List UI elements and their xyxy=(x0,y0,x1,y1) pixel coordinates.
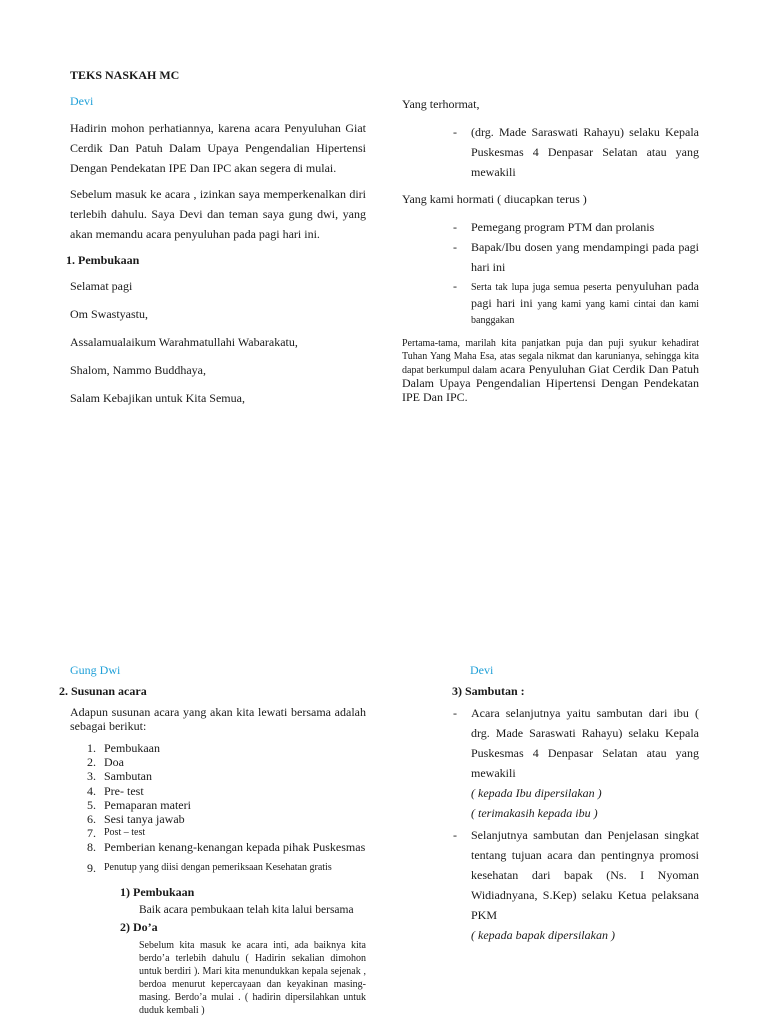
paragraph-introduction: Sebelum masuk ke acara , izinkan saya memperkenalkan diri terlebih dahulu. Saya Devi dan teman saya gung dwi, yang akan memandu acara penyuluhan pada pagi hari ini. xyxy=(70,187,366,241)
acara-item xyxy=(70,840,366,854)
acara-item-text: Penutup yang diisi dengan pemeriksaan Kesehatan gratis xyxy=(104,861,332,873)
acara-item-number: 8. xyxy=(87,840,96,855)
paragraph-opening: Hadirin mohon perhatiannya, karena acara Penyuluhan Giat Cerdik Dan Patuh Dalam Upaya Pengendalian Hipertensi Dengan Pendekatan IPE Dan IPC akan segera di mulai. xyxy=(70,121,366,175)
greeting-line: Shalom, Nammo Buddhaya, xyxy=(70,363,206,377)
subsection-heading-pembukaan: 1) Pembukaan xyxy=(120,884,195,899)
acara-item-number: 3. xyxy=(87,769,96,784)
greeting-line: Salam Kebajikan untuk Kita Semua, xyxy=(70,391,245,405)
acara-item-number: 5. xyxy=(87,797,96,812)
acara-item-number: 2. xyxy=(87,755,96,770)
sambutan-item xyxy=(453,825,699,925)
greeting-line: Assalamualaikum Warahmatullahi Wabarakatu, xyxy=(70,335,298,349)
greeting-line: Om Swastyastu, xyxy=(70,307,148,321)
acara-item xyxy=(70,741,366,755)
acara-item xyxy=(70,769,366,783)
pertama-text: Pertama-tama, marilah kita panjatkan puja dan puji syukur kehadirat Tuhan Yang Maha Esa, atas segala nikmat dan karunianya, sehingga kita dapat berkumpul dalam xyxy=(402,337,699,376)
acara-item-text: Doa xyxy=(104,755,124,770)
sambutan-note: ( kepada bapak dipersilakan ) xyxy=(471,928,615,942)
bottom-left-column xyxy=(59,663,366,1017)
greeting-line: Selamat pagi xyxy=(70,279,133,293)
sambutan-item-text: Acara selanjutnya yaitu sambutan dari ibu ( drg. Made Saraswati Rahayu) selaku Kepala Puskesmas 4 Denpasar Selatan atau yang mewakili xyxy=(471,706,699,780)
top-right-column xyxy=(402,94,699,405)
sambutan-note: ( kepada Ibu dipersilakan ) xyxy=(471,786,602,800)
subsection-text-doa: Sebelum kita masuk ke acara inti, ada baiknya kita berdo’a terlebih dahulu ( Hadirin sekalian dimohon untuk berdiri ). Mari kita menundukkan kepala sejenak , berdoa menurut kepercayaan dan keyakinan masing-masing. Berdo’a mulai . ( hadirin dipersilahkan untuk duduk kembali ) xyxy=(139,939,366,1016)
terhormat-label: Yang terhormat, xyxy=(402,97,480,111)
acara-item-number: 4. xyxy=(87,783,96,798)
speaker-label-devi: Devi xyxy=(470,663,494,677)
acara-item-text: Pemberian kenang-kenangan kepada pihak Puskesmas xyxy=(104,840,366,855)
paragraph-susunan-intro: Adapun susunan acara yang akan kita lewati bersama adalah sebagai berikut: xyxy=(70,705,366,733)
section-heading-pembukaan: 1. Pembukaan xyxy=(66,253,140,267)
acara-item-number: 6. xyxy=(87,812,96,827)
acara-item-text: Sambutan xyxy=(104,769,152,784)
bottom-right-column xyxy=(402,663,699,945)
acara-item-number: 7. xyxy=(87,826,96,841)
section-heading-sambutan: 3) Sambutan : xyxy=(452,684,525,698)
pertama-tail-text: acara Penyuluhan Giat Cerdik Dan Patuh Dalam Upaya Pengendalian Hipertensi Dengan Pendekatan IPE Dan IPC. xyxy=(402,361,699,404)
speaker-label-gung-dwi: Gung Dwi xyxy=(70,663,121,677)
subsection-text-pembukaan: Baik acara pembukaan telah kita lalui bersama xyxy=(139,903,354,916)
acara-item xyxy=(70,861,366,875)
top-left-column xyxy=(66,68,366,408)
speaker-label-devi: Devi xyxy=(70,94,94,108)
hormati-item-small-text: Serta tak lupa juga semua peserta xyxy=(471,282,612,293)
hormati-item-small-text: yang kami yang kami cintai dan kami banggakan xyxy=(471,298,700,326)
hormati-item xyxy=(453,279,699,329)
hormati-item xyxy=(453,237,699,277)
acara-item xyxy=(70,755,366,769)
acara-item-text: Sesi tanya jawab xyxy=(104,812,185,827)
acara-item-text: Pre- test xyxy=(104,783,144,798)
section-heading-susunan-acara: 2. Susunan acara xyxy=(59,684,147,698)
acara-item-number: 9. xyxy=(87,860,96,875)
sambutan-item xyxy=(453,703,699,783)
acara-item xyxy=(70,826,366,840)
acara-item-text: Pemaparan materi xyxy=(104,797,191,812)
subsection-heading-doa: 2) Do’a xyxy=(120,919,158,934)
hormati-item-text: penyuluhan pada pagi hari ini xyxy=(471,279,700,310)
acara-item-text: Post – test xyxy=(104,827,146,839)
sambutan-item-text: Selanjutnya sambutan dan Penjelasan singkat tentang tujuan acara dan pentingnya promosi kesehatan dari bapak (Ns. I Nyoman Widiadnyana, S.Kep) selaku Ketua pelaksana PKM xyxy=(471,828,699,922)
acara-list xyxy=(70,741,366,875)
acara-item xyxy=(70,798,366,812)
sambutan-note: ( terimakasih kepada ibu ) xyxy=(471,806,598,820)
acara-item-text: Pembukaan xyxy=(104,741,160,755)
document-title: TEKS NASKAH MC xyxy=(70,68,180,82)
terhormat-item xyxy=(453,122,699,182)
hormati-item-text: Bapak/Ibu dosen yang mendampingi pada pagi hari ini xyxy=(471,240,699,274)
acara-item xyxy=(70,784,366,798)
acara-item xyxy=(70,812,366,826)
paragraph-pertama xyxy=(402,337,699,405)
hormati-item xyxy=(453,217,699,237)
hormati-label: Yang kami hormati ( diucapkan terus ) xyxy=(402,192,587,206)
acara-item-number: 1. xyxy=(87,741,96,755)
hormati-item-text: Pemegang program PTM dan prolanis xyxy=(471,220,655,234)
terhormat-item-text: (drg. Made Saraswati Rahayu) selaku Kepala Puskesmas 4 Denpasar Selatan atau yang mewakili xyxy=(471,125,699,179)
